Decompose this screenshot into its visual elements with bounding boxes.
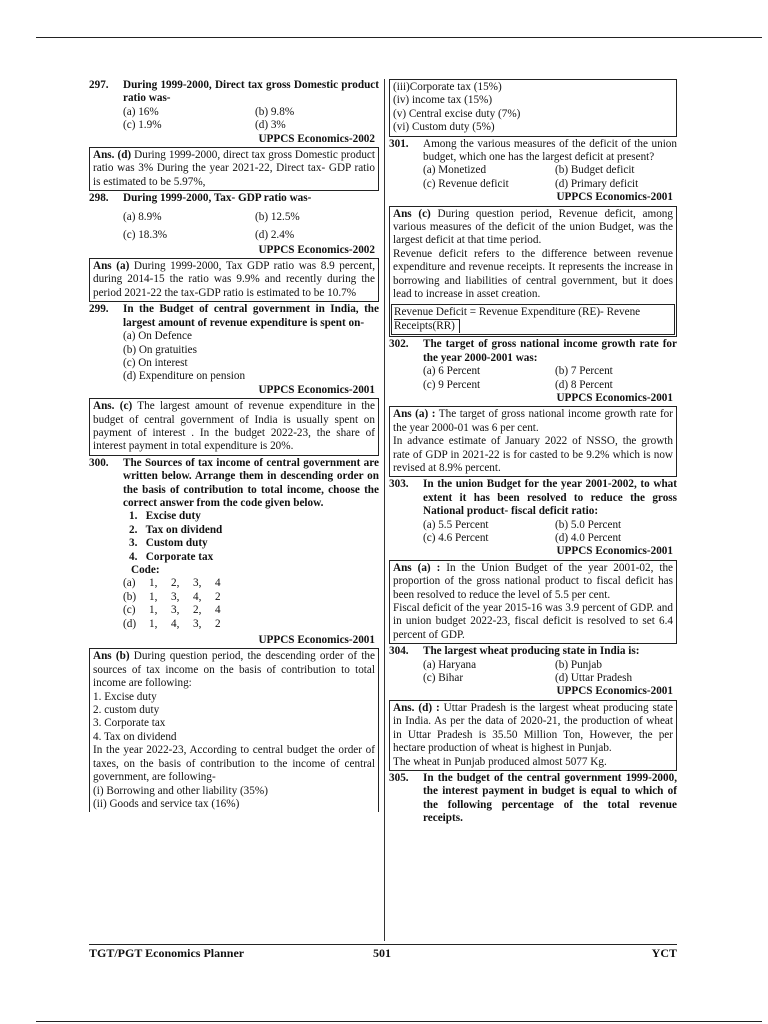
answer-text-2: In advance estimate of January 2022 of NSSO, the growth rate of GDP in 2021-22 is for casted to be 9.2% which is now revised at 8.9% percent. (393, 435, 673, 474)
answer-label: Ans (a) (93, 260, 130, 273)
option-c: (c) Bihar (423, 672, 464, 685)
answer-box (389, 700, 677, 771)
answer-text-2: The wheat in Punjab produced almost 5077 Kg. (393, 755, 607, 768)
option-c: (c) 9 Percent (423, 378, 481, 391)
question-number: 299. (89, 303, 109, 316)
answer-label: Ans (a) : (393, 408, 436, 421)
page-footer (89, 947, 677, 960)
question-text: In the Budget of central government in India, the largest amount of revenue expenditure is spent on- (123, 303, 379, 329)
answer-text: During question period, the descending order of the sources of tax income on the basis of contribution to total income are following: (93, 650, 375, 690)
answer-line: 3. Corporate tax (93, 717, 166, 730)
question-text: Among the various measures of the deficit of the union budget, which one has the largest deficit at present? (423, 137, 677, 164)
option-a: (a) 6 Percent (423, 365, 481, 378)
code-row: (c) 1, 3, 2, 4 (123, 604, 221, 617)
options (423, 659, 677, 686)
option-d: (d) Uttar Pradesh (555, 672, 633, 685)
option-b: (b) 5.0 Percent (555, 518, 622, 531)
left-column (89, 79, 379, 813)
question-text: The target of gross national income growth rate for the year 2000-2001 was: (423, 338, 677, 364)
option-b: (b) 12.5% (255, 210, 300, 223)
option-b: (b) 9.8% (255, 105, 295, 118)
options (123, 106, 379, 133)
question-298 (89, 192, 379, 302)
code-row: (d) 1, 4, 3, 2 (123, 617, 221, 630)
question-304 (389, 645, 677, 771)
answer-line: 4. Tax on dividend (93, 730, 177, 743)
tax-item: 1. Excise duty (129, 510, 201, 523)
answer-label: Ans (b) (93, 650, 130, 663)
answer-label: Ans. (d) : (393, 701, 440, 714)
question-number: 297. (89, 79, 109, 91)
answer-box (389, 560, 677, 644)
answer-label: Ans. (c) (93, 400, 133, 413)
answer-line: (ii) Goods and service tax (16%) (93, 797, 240, 810)
code-label: Code: (131, 564, 160, 576)
option-a: (a) 5.5 Percent (423, 518, 489, 531)
footer-publisher: YCT (651, 946, 677, 960)
options (423, 365, 677, 392)
answer-box (89, 398, 379, 456)
option-c: (c) 18.3% (123, 228, 168, 241)
formula-box (391, 304, 675, 336)
question-number: 298. (89, 192, 109, 205)
answer-text: The largest amount of revenue expenditure in the budget of central government of India is usually spent on payment of interest . In the budget 2022-23, the share of interest payment in total expenditure is 20%. (93, 400, 375, 453)
exam-source: UPPCS Economics-2001 (258, 634, 375, 647)
question-text: The largest wheat producing state in India is: (423, 645, 640, 658)
exam-source: UPPCS Economics-2001 (556, 685, 673, 698)
answer-box (389, 206, 677, 338)
answer-continuation (389, 79, 677, 137)
option-d: (d) 3% (255, 119, 286, 132)
options (123, 208, 379, 244)
question-305 (389, 772, 677, 826)
option-a: (a) Haryana (423, 658, 477, 671)
option-a: (a) 16% (123, 105, 159, 118)
option-d: (d) Expenditure on pension (123, 370, 246, 383)
question-300 (89, 457, 379, 813)
formula-line: Receipts(RR) (394, 319, 460, 333)
exam-source: UPPCS Economics-2001 (556, 545, 673, 558)
code-row: (b) 1, 3, 4, 2 (123, 590, 221, 603)
right-column (389, 79, 677, 826)
answer-text: During question period, Revenue deficit, among various measures of the deficit of the union Budget, was the largest deficit at that time period. (393, 207, 673, 247)
answer-line: 2. custom duty (93, 704, 160, 717)
question-text: In the budget of the central government 1999-2000, the interest payment in budget is equal to which of the following percentage of the total revenue receipts. (423, 771, 677, 825)
question-number: 305. (389, 771, 409, 784)
answer-box (389, 406, 677, 477)
question-number: 304. (389, 645, 409, 658)
question-text: In the union Budget for the year 2001-2002, to what extent it has been resolved to reduce the gross National product- fiscal deficit ratio: (423, 478, 677, 518)
exam-source: UPPCS Economics-2001 (258, 383, 375, 396)
answer-label: Ans (a) : (393, 561, 441, 574)
column-divider (384, 79, 385, 941)
code-options (89, 577, 379, 631)
answer-line: (vi) Custom duty (5%) (393, 121, 495, 134)
answer-line: (iv) income tax (15%) (393, 94, 493, 107)
options (123, 330, 379, 384)
question-301 (389, 138, 677, 338)
question-text: The Sources of tax income of central government are written below. Arrange them in descending order on the basis of contribution to total income, choose the correct answer from the code given below. (123, 456, 379, 509)
exam-source: UPPCS Economics-2001 (556, 191, 673, 204)
question-number: 303. (389, 478, 409, 491)
answer-label: Ans. (d) (93, 149, 132, 162)
option-b: (b) On gratuities (123, 343, 197, 356)
bottom-rule (36, 1021, 762, 1022)
answer-box (89, 258, 379, 302)
tax-item: 4. Corporate tax (129, 550, 214, 563)
answer-text: The target of gross national income growth rate for the year 2000-01 was 6 per cent. (393, 408, 673, 434)
exam-source: UPPCS Economics-2002 (258, 243, 375, 256)
question-302 (389, 338, 677, 477)
answer-text: During 1999-2000, Tax GDP ratio was 8.9 percent, during 2014-15 the ratio was 9.9% and recently during the period 2021-22 the tax-GDP ratio is estimated to be 10.7% (93, 260, 375, 299)
answer-line: (i) Borrowing and other liability (35%) (93, 784, 268, 797)
option-b: (b) 7 Percent (555, 365, 613, 378)
question-number: 301. (389, 137, 409, 150)
question-number: 300. (89, 456, 109, 469)
answer-text-2: Revenue deficit refers to the difference between revenue expenditure and revenue receipts. It represents the increase in borrowing and liabilities of central government, but it does lead to increase in asset creation. (393, 247, 673, 301)
answer-text-2: Fiscal deficit of the year 2015-16 was 3.9 percent of GDP. and in union budget 2022-23, fiscal deficit is resolved to set 6.4 percent of GDP. (393, 602, 673, 641)
top-rule (36, 37, 762, 38)
question-297 (89, 79, 379, 191)
option-d: (d) 8 Percent (555, 378, 613, 391)
code-row: (a) 1, 2, 3, 4 (123, 577, 221, 590)
question-number: 302. (389, 338, 409, 351)
formula-line: Revenue Deficit = Revenue Expenditure (RE)- Revene (394, 305, 641, 318)
option-a: (a) Monetized (423, 164, 487, 177)
answer-line: (iii)Corporate tax (15%) (393, 81, 502, 93)
option-c: (c) 1.9% (123, 119, 162, 132)
option-b: (b) Punjab (555, 658, 602, 671)
answer-box (89, 648, 379, 812)
option-d: (d) 4.0 Percent (555, 532, 622, 544)
option-d: (d) 2.4% (255, 228, 295, 241)
tax-item: 2. Tax on dividend (129, 523, 223, 536)
option-b: (b) Budget deficit (555, 164, 635, 177)
options (423, 519, 677, 546)
option-c: (c) Revenue deficit (423, 177, 509, 190)
page-number: 501 (373, 946, 391, 960)
option-c: (c) On interest (123, 356, 188, 369)
answer-box (89, 147, 379, 191)
answer-text: In the Union Budget of the year 2001-02, the proportion of the gross national product to fiscal deficit has been resolved to reduce the level of 5.5 per cent. (393, 561, 673, 601)
exam-source: UPPCS Economics-2001 (556, 391, 673, 404)
option-d: (d) Primary deficit (555, 177, 639, 190)
question-text: During 1999-2000, Tax- GDP ratio was- (123, 192, 312, 205)
question-text: During 1999-2000, Direct tax gross Domestic product ratio was- (123, 79, 379, 105)
answer-text: Uttar Pradesh is the largest wheat producing state in India. As per the data of 2020-21, the production of wheat in Uttar Pradesh is 35.50 Million Ton, However, the per hectare production of wheat is highest in Punjab. (393, 701, 673, 755)
exam-source: UPPCS Economics-2002 (258, 132, 375, 145)
tax-items (129, 510, 379, 564)
answer-label: Ans (c) (393, 207, 431, 220)
answer-text-2: In the year 2022-23, According to central budget the order of taxes, on the basis of contribution to the income of central government, are following- (93, 744, 375, 784)
question-299 (89, 303, 379, 455)
question-303 (389, 478, 677, 644)
answer-line: (v) Central excise duty (7%) (393, 107, 521, 120)
footer-book-title: TGT/PGT Economics Planner (89, 946, 245, 960)
option-c: (c) 4.6 Percent (423, 532, 489, 544)
tax-item: 3. Custom duty (129, 537, 208, 550)
answer-line: 1. Excise duty (93, 690, 157, 703)
answer-text: During 1999-2000, direct tax gross Domestic product ratio was 3% During the year 2021-22, Direct tax- GDP ratio is estimated to be 5.97%, (93, 149, 375, 188)
option-a: (a) On Defence (123, 330, 192, 343)
footer-rule (89, 944, 677, 945)
options (423, 164, 677, 191)
option-a: (a) 8.9% (123, 210, 162, 223)
